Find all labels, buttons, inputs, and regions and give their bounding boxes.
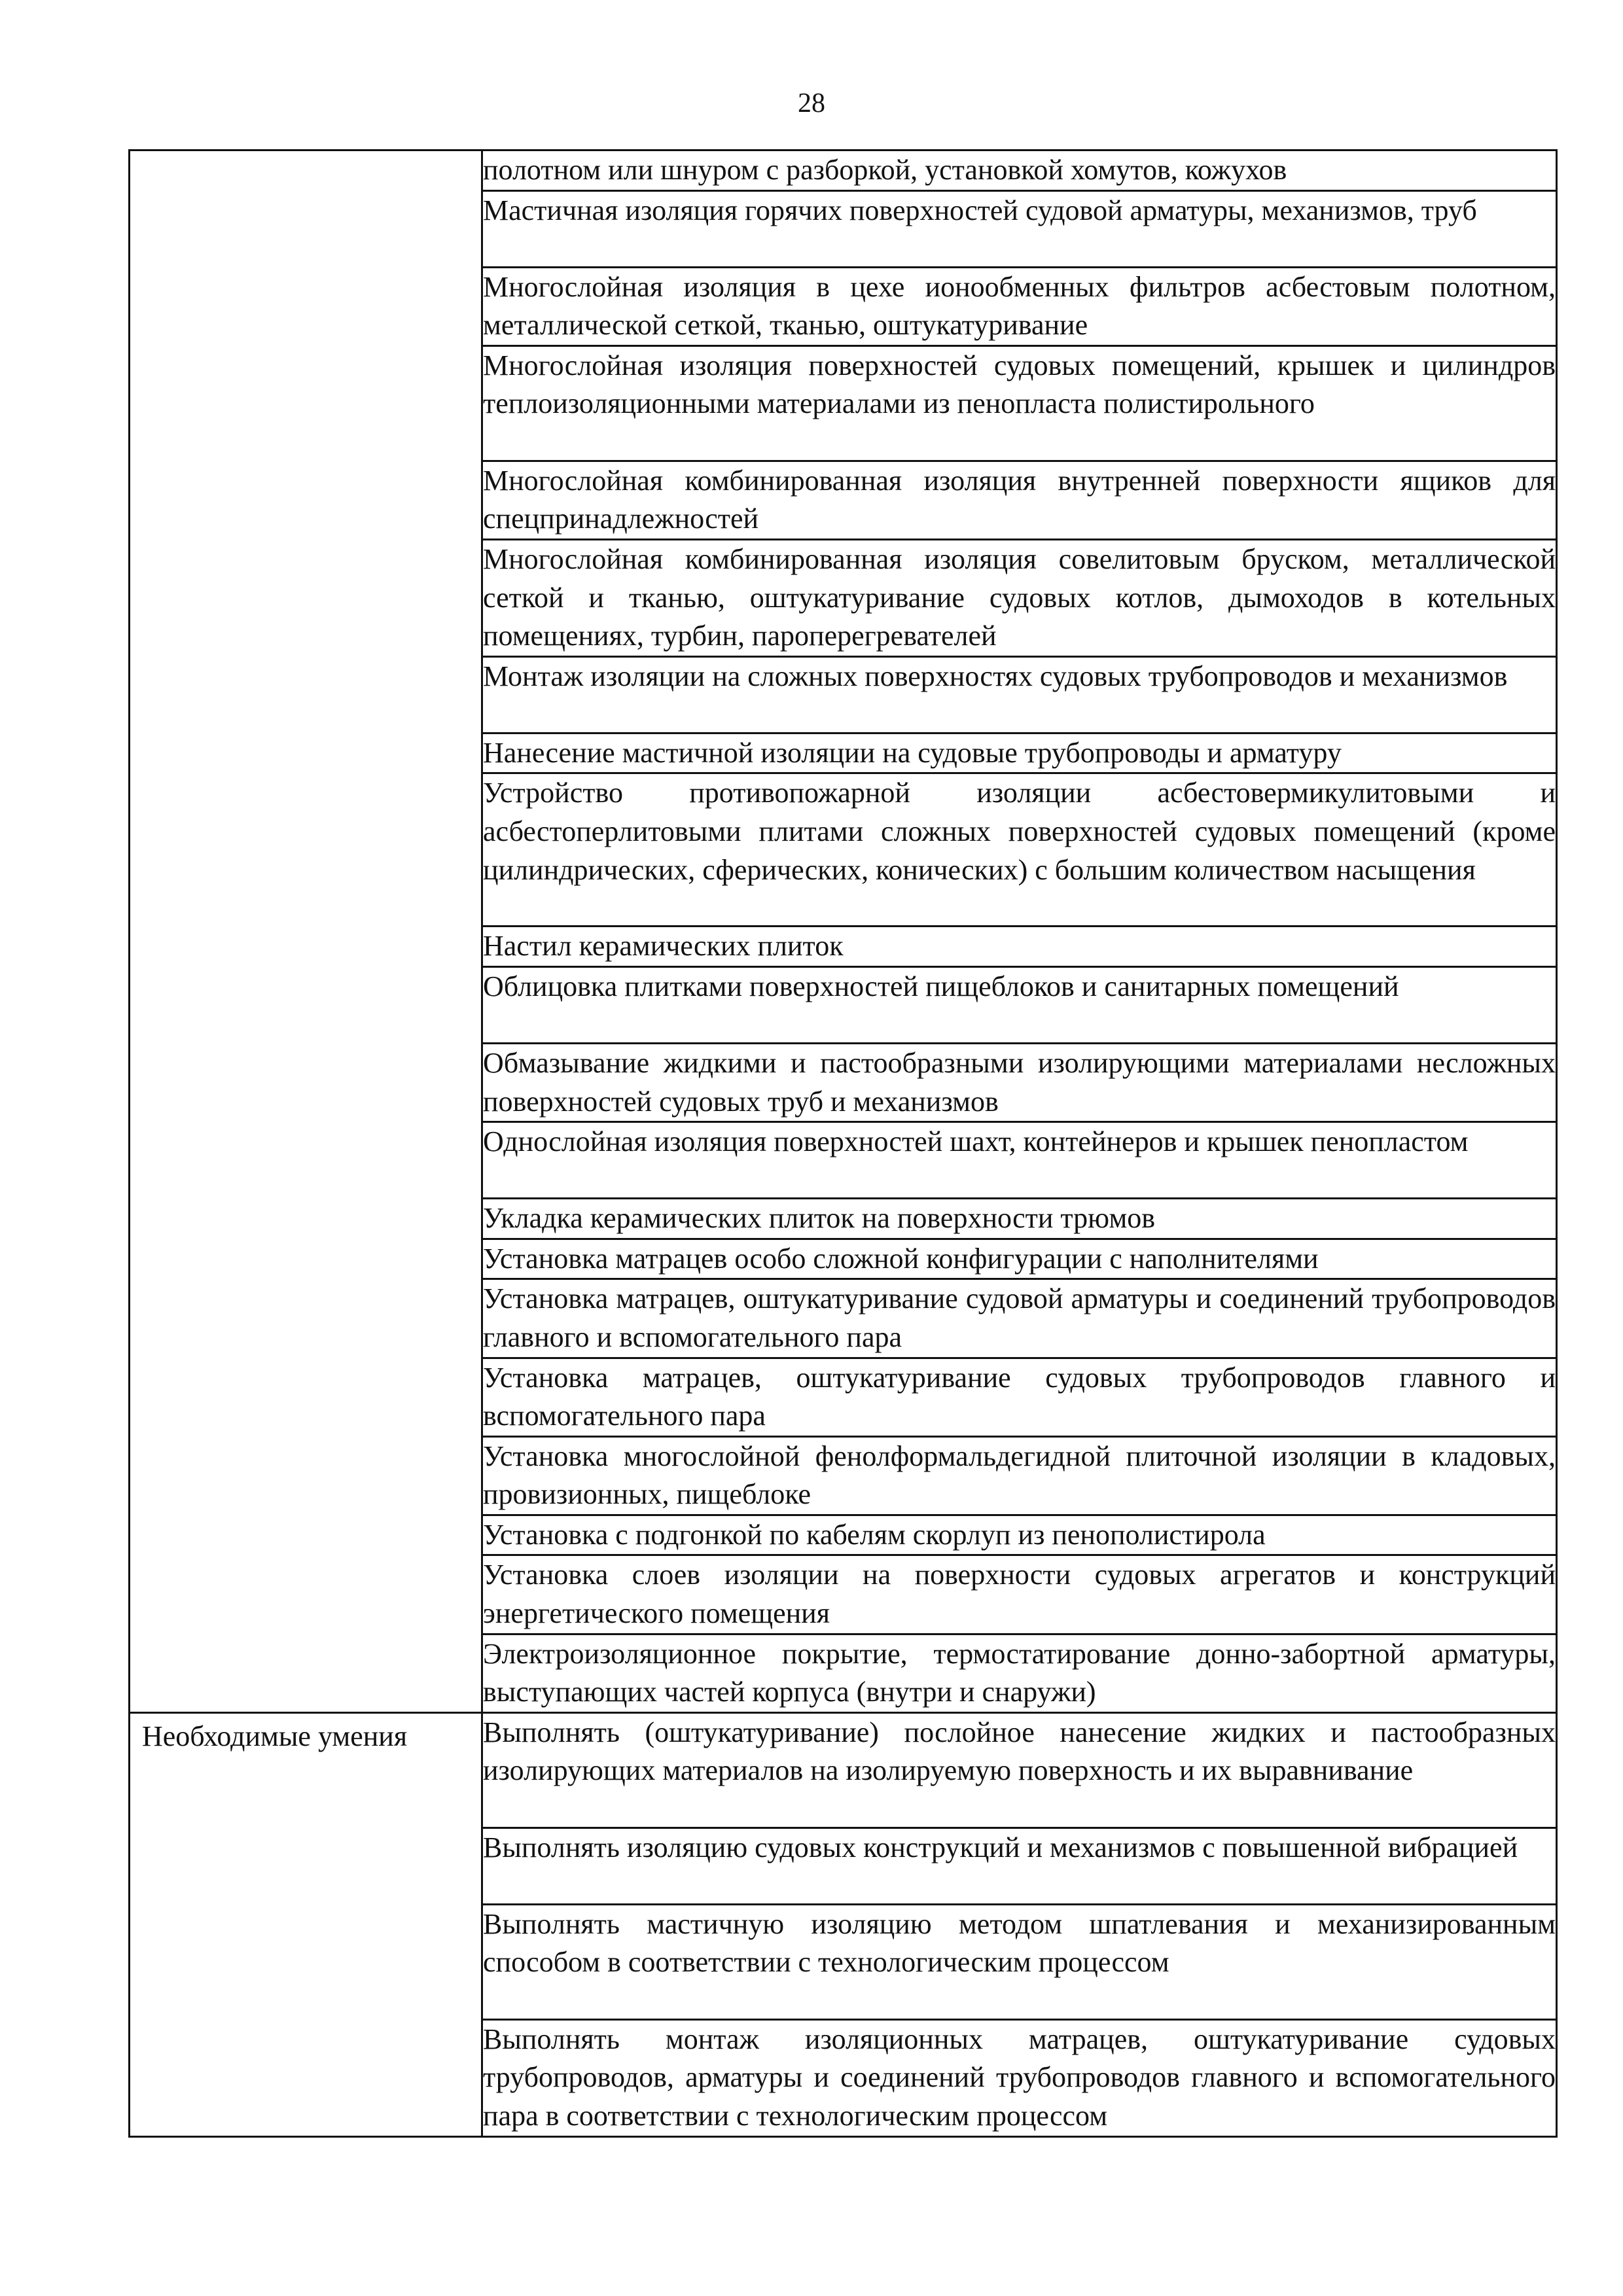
table-cell: Установка с подгонкой по кабелям скорлуп из пенополистирола: [482, 1515, 1557, 1555]
table-cell: Многослойная комбинированная изоляция внутренней поверхности ящиков для спецпринадлежностей: [482, 461, 1557, 539]
table-cell: Выполнять (оштукатуривание) послойное нанесение жидких и пастообразных изолирующих материалов на изолируемую поверхность и их выравнивание: [482, 1712, 1557, 1828]
table-cell: Нанесение мастичной изоляции на судовые трубопроводы и арматуру: [482, 733, 1557, 773]
table-cell: Устройство противопожарной изоляции асбестовермикулитовыми и асбестоперлитовыми плитами сложных поверхностей судовых помещений (кроме цилиндрических, сферических, конических) с большим количеством насыщения: [482, 773, 1557, 927]
table-cell: Выполнять мастичную изоляцию методом шпатлевания и механизированным способом в соответствии с технологическим процессом: [482, 1904, 1557, 2019]
row-label: [130, 151, 481, 155]
table-cell: Монтаж изоляции на сложных поверхностях судовых трубопроводов и механизмов: [482, 656, 1557, 733]
table-cell: Установка матрацев особо сложной конфигурации с наполнителями: [482, 1239, 1557, 1279]
table-cell: Укладка керамических плиток на поверхности трюмов: [482, 1199, 1557, 1239]
table-cell: Выполнять изоляцию судовых конструкций и механизмов с повышенной вибрацией: [482, 1828, 1557, 1904]
requirements-table: [128, 149, 1558, 2138]
label-cell-empty: [130, 150, 482, 1713]
table-cell: Выполнять монтаж изоляционных матрацев, оштукатуривание судовых трубопроводов, арматуры и соединений трубопроводов главного и вспомогательного пара в соответствии с технологическим процессом: [482, 2019, 1557, 2136]
table-cell: Многослойная изоляция в цехе ионообменных фильтров асбестовым полотном, металлической сеткой, тканью, оштукатуривание: [482, 267, 1557, 345]
table-row: [130, 150, 1557, 191]
table-cell: Многослойная изоляция поверхностей судовых помещений, крышек и цилиндров теплоизоляционными материалами из пенопласта полистирольного: [482, 345, 1557, 461]
table-cell: Обмазывание жидкими и пастообразными изолирующими материалами несложных поверхностей судовых труб и механизмов: [482, 1043, 1557, 1122]
table-row: [130, 1712, 1557, 1828]
table-cell: Установка многослойной фенолформальдегидной плиточной изоляции в кладовых, провизионных, пищеблоке: [482, 1436, 1557, 1515]
table-cell: Многослойная комбинированная изоляция совелитовым бруском, металлической сеткой и тканью, оштукатуривание судовых котлов, дымоходов в котельных помещениях, турбин, пароперегревателей: [482, 539, 1557, 656]
table-cell: Настил керамических плиток: [482, 927, 1557, 967]
table-cell: Установка матрацев, оштукатуривание судовых трубопроводов главного и вспомогательного пара: [482, 1358, 1557, 1436]
table-cell: Установка слоев изоляции на поверхности судовых агрегатов и конструкций энергетического помещения: [482, 1555, 1557, 1634]
table-cell: Установка матрацев, оштукатуривание судовой арматуры и соединений трубопроводов главного и вспомогательного пара: [482, 1279, 1557, 1358]
table-cell: Облицовка плитками поверхностей пищеблоков и санитарных помещений: [482, 966, 1557, 1043]
page-number: 28: [798, 88, 825, 118]
label-cell-skills: [130, 1712, 482, 2136]
table-cell: полотном или шнуром с разборкой, установкой хомутов, кожухов: [482, 150, 1557, 191]
table-cell: Однослойная изоляция поверхностей шахт, контейнеров и крышек пенопластом: [482, 1122, 1557, 1199]
table-cell: Электроизоляционное покрытие, термостатирование донно-забортной арматуры, выступающих частей корпуса (внутри и снаружи): [482, 1634, 1557, 1712]
table-cell: Мастичная изоляция горячих поверхностей судовой арматуры, механизмов, труб: [482, 190, 1557, 267]
row-label: Необходимые умения: [142, 1720, 408, 1752]
